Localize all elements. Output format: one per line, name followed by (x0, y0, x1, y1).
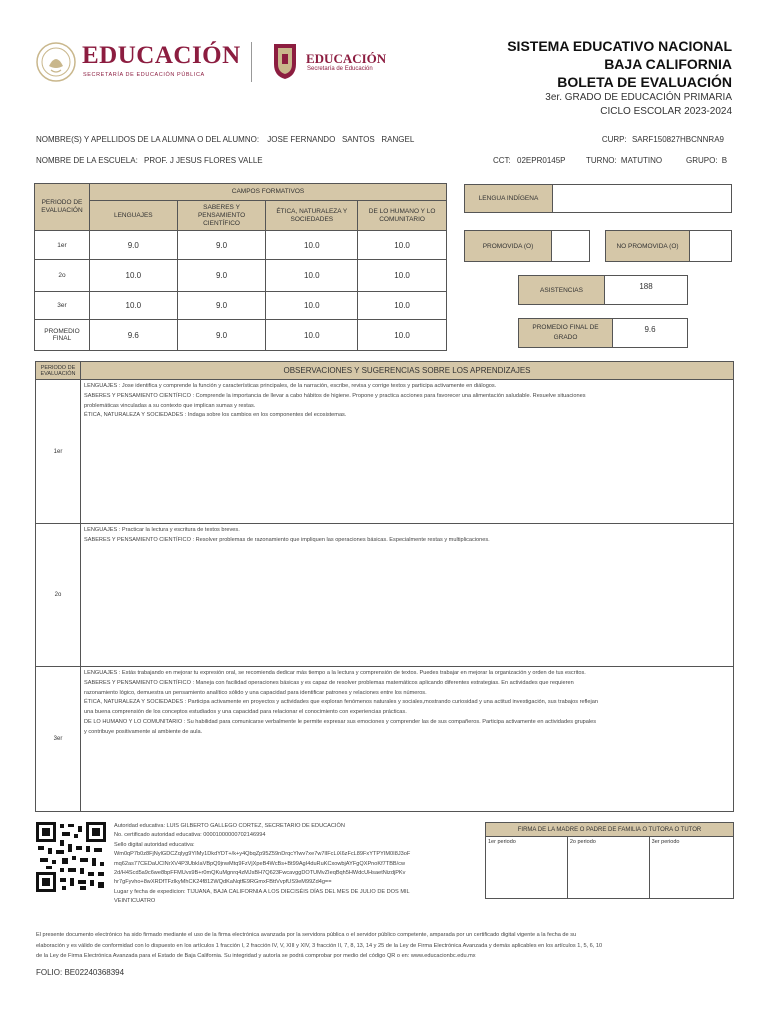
no-promovida-value (690, 231, 731, 261)
grade-cell: 9.0 (177, 292, 266, 320)
grade-cell: 10.0 (358, 292, 447, 320)
legal-text (36, 930, 736, 962)
grade-cell: 9.0 (89, 231, 177, 260)
promovida-value (552, 231, 589, 261)
grade-cell: 10.0 (266, 231, 358, 260)
signature-line: Lugar y fecha de expedicion: TIJUANA, BAJA CALIFORNIA A LOS DIECISÉIS DÍAS DEL MES DE JULIO DE DOS MIL (114, 888, 410, 895)
obs-text (81, 667, 734, 812)
firma-col: 3er periodo (649, 837, 733, 899)
signature-line: VEINTICUATRO (114, 898, 156, 905)
grades-row (35, 260, 447, 292)
grades-periodo: 2o (35, 260, 90, 292)
bc-shield-icon (272, 40, 298, 80)
coat-of-arms-icon (36, 40, 76, 84)
grupo-row (686, 156, 727, 165)
grades-col-header: DE LO HUMANO Y LO COMUNITARIO (358, 201, 447, 231)
no-promovida-box (605, 230, 732, 262)
grade-cell: 10.0 (266, 260, 358, 292)
subtitle-cycle: CICLO ESCOLAR 2023-2024 (600, 106, 732, 117)
grades-row (35, 320, 447, 351)
student-name-row (36, 135, 414, 144)
no-promovida-label: NO PROMOVIDA (O) (606, 231, 690, 261)
title-line-3: BOLETA DE EVALUACIÓN (557, 74, 732, 90)
grades-campos-header: CAMPOS FORMATIVOS (89, 184, 446, 201)
obs-line: una buena comprensión de los conceptos estudiados y una capacidad para relacionar el conocimiento con experiencias prácticas. (84, 709, 407, 716)
grades-table (34, 183, 447, 351)
grade-cell: 9.0 (177, 231, 266, 260)
grade-cell: 10.0 (266, 292, 358, 320)
firma-table (485, 822, 734, 899)
curp-value: SARF150827HBCNNRA9 (631, 135, 724, 144)
cct-value: 02EPR0145P (517, 156, 566, 165)
sep-logo-text: EDUCACIÓN (82, 42, 241, 69)
turno-row (586, 156, 662, 165)
signature-line: No. certificado autoridad educativa: 00001000000702146994 (114, 832, 266, 839)
grades-row (35, 231, 447, 260)
observaciones-table (35, 361, 734, 812)
promedio-final-value: 9.6 (644, 325, 656, 334)
grades-row (35, 292, 447, 320)
sep-logo (36, 40, 241, 86)
obs-periodo: 1er (36, 380, 81, 524)
signature-line: mq62as77CEDaUCINrXV4P3UbkIaVBpQ9jnwMtq9FzVjXpeB4WcBs+Bt99AgI4duRuKCxowbjAYFgQXPnoKf7TBB/cw (114, 860, 406, 867)
grades-periodo: 3er (35, 292, 90, 320)
obs-line: LENGUAJES : Practicar la lectura y escritura de textos breves. (84, 527, 240, 533)
legal-line: El presente documento electrónico ha sido firmado mediante el uso de la firma electrónica avanzada por la servidora pública o el servidor público competente, amparada por un certificado digital vigente a la fecha de su (36, 932, 577, 938)
grupo-label: GRUPO: (686, 156, 718, 165)
grade-cell: 9.0 (177, 320, 266, 351)
grades-col-header: SABERES Y PENSAMIENTO CIENTÍFICO (177, 201, 266, 231)
promovida-label: PROMOVIDA (O) (465, 231, 552, 261)
grade-cell: 10.0 (358, 320, 447, 351)
obs-line: DE LO HUMANO Y LO COMUNITARIO : Su habilidad para comunicarse verbalmente le permite expresar sus emociones y comprender las de sus compañeros. Participa activamente en actividades grupales (84, 718, 597, 725)
turno-value: MATUTINO (620, 156, 663, 165)
obs-title: OBSERVACIONES Y SUGERENCIAS SOBRE LOS APRENDIZAJES (81, 362, 734, 380)
signature-line: Autoridad educativa: LUIS GILBERTO GALLEGO CORTEZ, SECRETARIO DE EDUCACIÓN (114, 823, 345, 829)
student-name: JOSE FERNANDO SANTOS RANGEL (267, 135, 415, 144)
obs-line: problemáticas vinculadas a su contexto que implican sumas y restas. (84, 402, 256, 409)
obs-text (81, 380, 734, 524)
signature-block (114, 822, 474, 907)
obs-line: SABERES Y PENSAMIENTO CIENTÍFICO : Maneja con facilidad operaciones básicas y es capaz de resolver problemas matemáticos aplicando diferentes estrategias. En actividades que requieren (84, 679, 574, 686)
promedio-final-label: PROMEDIO FINAL DE GRADO (519, 319, 613, 347)
signature-line: Wm0qP7b0z8FjNylGDCZqIyg9YIMy1DkdYDT+/k+y4QbqZp95Z59nDrqcYIwv7xe7w7lIFcLiX6zFcL89FxYTPYIM0I8J3oF (114, 851, 411, 858)
turno-label: TURNO: (586, 156, 617, 165)
lengua-indigena-label: LENGUA INDÍGENA (465, 185, 553, 212)
grade-cell: 10.0 (358, 260, 447, 292)
qr-code-icon (36, 822, 106, 892)
cct-row (493, 156, 566, 165)
grades-periodo: 1er (35, 231, 90, 260)
legal-line: de la Ley de Firma Electrónica Avanzada para el Estado de Baja California. Su integridad y autoría se podrá comprobar por medio del código QR o en: www.educacionbc.edu.mx (36, 953, 476, 959)
grade-cell: 10.0 (89, 292, 177, 320)
obs-line: LENGUAJES : Jose identifica y comprende la función y características principales, de la narración, escribe, revisa y corrige textos y participa activamente en diálogos. (84, 383, 497, 389)
lengua-indigena-box (464, 184, 732, 213)
student-name-label: NOMBRE(S) Y APELLIDOS DE LA ALUMNA O DEL ALUMNO: (36, 135, 260, 144)
obs-text (81, 524, 734, 667)
obs-line: ÉTICA, NATURALEZA Y SOCIEDADES : Participa activamente en proyectos y actividades que exploran fenómenos naturales y sociales,mostrando curiosidad y una actitud investigación, sus trabajos reflejan (84, 699, 598, 706)
school-row (36, 156, 263, 165)
obs-row (36, 380, 734, 524)
grade-cell: 10.0 (358, 231, 447, 260)
signature-line: 2d/H4Scd5a9c6we8bpFFMUvs9B+r0mQKuMgnrq4zMJsBH7Q623FwcavggDOTUMvZIeqBqh5HWdcUHsaetNizdjPKv (114, 870, 406, 877)
grade-cell: 9.0 (177, 260, 266, 292)
logo-divider (251, 42, 252, 82)
grades-periodo-header: PERIODO DE EVALUACIÓN (35, 184, 90, 231)
signature-line: Sello digital autoridad educativa: (114, 841, 195, 848)
bc-logo (272, 40, 402, 84)
grupo-value: B (721, 156, 728, 165)
curp-row (602, 135, 724, 144)
obs-row (36, 667, 734, 812)
school-name: PROF. J JESUS FLORES VALLE (144, 156, 263, 165)
firma-title: FIRMA DE LA MADRE O PADRE DE FAMILIA O TUTORA O TUTOR (486, 823, 734, 837)
obs-periodo-header: PERIODO DE EVALUACIÓN (36, 362, 81, 380)
bc-logo-subtext: Secretaría de Educación (307, 66, 373, 72)
title-line-2: BAJA CALIFORNIA (604, 56, 732, 72)
folio: FOLIO: BE02240368394 (36, 968, 125, 977)
asistencias-label: ASISTENCIAS (519, 276, 605, 304)
school-label: NOMBRE DE LA ESCUELA: (36, 156, 138, 165)
grades-col-header: ÉTICA, NATURALEZA Y SOCIEDADES (266, 201, 358, 231)
firma-col: 1er periodo (486, 837, 568, 899)
curp-label: CURP: (601, 135, 627, 144)
grade-cell: 10.0 (266, 320, 358, 351)
obs-line: razonamiento lógico, demuestra un pensamiento analítico sólido y una capacidad para identificar patrones y relaciones entre los números. (84, 689, 427, 696)
firma-col: 2o periodo (567, 837, 649, 899)
promovida-box (464, 230, 590, 262)
grade-cell: 10.0 (89, 260, 177, 292)
sep-logo-subtext: SECRETARÍA DE EDUCACIÓN PÚBLICA (83, 72, 205, 78)
grades-col-header: LENGUAJES (89, 201, 177, 231)
legal-line: elaboración y es válido de conformidad con lo dispuesto en los artículos 1 fracción I, 2 fracción IV, V, XIII y XIV, 3 fracción II, 7, 8, 13, 14 y 25 de la Ley de Firma Electrónica Avanzada y demás aplicables en los artículos 1, 5, 6, 10 (36, 942, 603, 949)
grades-periodo: PROMEDIO FINAL (35, 320, 90, 351)
asistencias-value: 188 (639, 282, 653, 291)
asistencias-box (518, 275, 688, 305)
bc-logo-text: EDUCACIÓN (306, 51, 387, 66)
obs-periodo: 3er (36, 667, 81, 812)
obs-line: SABERES Y PENSAMIENTO CIENTÍFICO : Comprende la importancia de llevar a cabo hábitos de higiene. Propone y practica acciones para favorecer una alimentación saludable. Resuelve situaciones (84, 392, 586, 399)
cct-label: CCT: (493, 156, 511, 165)
signature-line: hr7gFyvho+8wXRDfTFzlkyMhCK24f812WQdKaNqtfE9RGmxFBttVvpfUS9eM99Zd4g== (114, 879, 332, 886)
grade-cell: 9.6 (89, 320, 177, 351)
obs-line: ÉTICA, NATURALEZA Y SOCIEDADES : Indaga sobre los cambios en los componentes del ecosistemas. (84, 412, 347, 419)
obs-periodo: 2o (36, 524, 81, 667)
lengua-indigena-value (553, 185, 731, 212)
obs-row (36, 524, 734, 667)
subtitle-grade: 3er. GRADO DE EDUCACIÓN PRIMARIA (545, 92, 732, 103)
title-line-1: SISTEMA EDUCATIVO NACIONAL (507, 38, 732, 54)
obs-line: SABERES Y PENSAMIENTO CIENTÍFICO : Resolver problemas de razonamiento que impliquen las operaciones básicas. Especialmente restas y multiplicaciones. (84, 536, 490, 543)
obs-line: y contribuye positivamente al ambiente de aula. (84, 728, 203, 735)
obs-line: LENGUAJES : Estás trabajando en mejorar tu expresión oral, se recomienda dedicar más tiempo a la lectura y comprensión de textos. Puedes trabajar en mejorar la organización y orden de tus escritos. (84, 670, 586, 676)
promedio-final-box (518, 318, 688, 348)
